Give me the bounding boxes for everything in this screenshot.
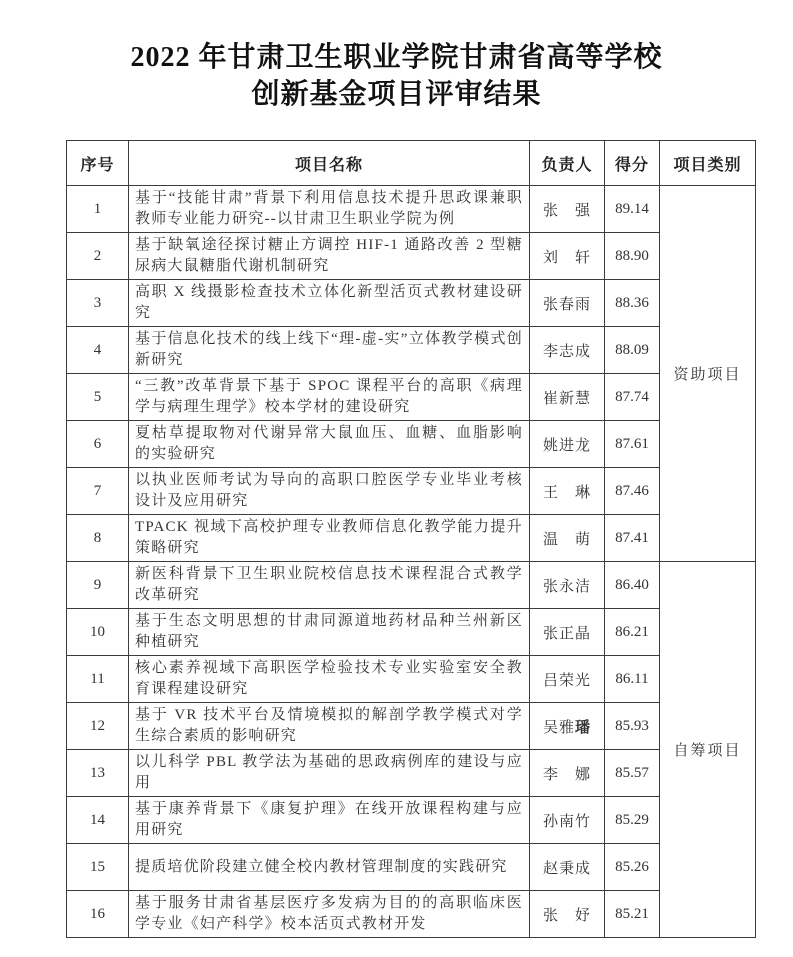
row-index: 9 (67, 562, 129, 609)
leader-name: 张 妤 (542, 907, 591, 924)
col-header-index: 序号 (67, 141, 129, 186)
project-name: 核心素养视域下高职医学检验技术专业实验室安全教育课程建设研究 (129, 656, 530, 703)
row-index: 7 (67, 468, 129, 515)
project-score: 89.14 (605, 186, 660, 233)
project-name: 基于信息化技术的线上线下“理-虚-实”立体教学模式创新研究 (129, 327, 530, 374)
project-score: 87.74 (605, 374, 660, 421)
project-score: 86.21 (605, 609, 660, 656)
project-leader (530, 186, 605, 233)
row-index: 14 (67, 797, 129, 844)
project-leader (530, 844, 605, 891)
leader-name: 温 萌 (542, 531, 591, 548)
row-index: 3 (67, 280, 129, 327)
table-row (67, 327, 756, 374)
project-score: 85.26 (605, 844, 660, 891)
table-row (67, 468, 756, 515)
project-name: 基于服务甘肃省基层医疗多发病为目的的高职临床医学专业《妇产科学》校本活页式教材开发 (129, 891, 530, 938)
row-index: 11 (67, 656, 129, 703)
project-score: 85.21 (605, 891, 660, 938)
project-leader (530, 797, 605, 844)
project-category: 资助项目 (660, 186, 756, 562)
table-row (67, 280, 756, 327)
project-name: 新医科背景下卫生职业院校信息技术课程混合式教学改革研究 (129, 562, 530, 609)
col-header-score: 得分 (605, 141, 660, 186)
project-name: 夏枯草提取物对代谢异常大鼠血压、血糖、血脂影响的实验研究 (129, 421, 530, 468)
col-header-project: 项目名称 (129, 141, 530, 186)
table-row (67, 515, 756, 562)
project-score: 88.90 (605, 233, 660, 280)
leader-name: 姚进龙 (542, 437, 591, 454)
leader-name: 孙南竹 (542, 813, 591, 830)
table-row (67, 374, 756, 421)
leader-name: 赵秉成 (542, 860, 591, 877)
project-leader (530, 515, 605, 562)
project-name: 基于 VR 技术平台及情境模拟的解剖学教学模式对学生综合素质的影响研究 (129, 703, 530, 750)
table-row (67, 844, 756, 891)
leader-name: 李 娜 (542, 766, 591, 783)
table-row (67, 703, 756, 750)
project-score: 87.61 (605, 421, 660, 468)
project-leader (530, 327, 605, 374)
table-row (67, 656, 756, 703)
project-leader (530, 280, 605, 327)
leader-name: 崔新慧 (542, 390, 591, 407)
project-leader (530, 233, 605, 280)
project-score: 88.09 (605, 327, 660, 374)
results-table (66, 140, 756, 938)
leader-name: 吴雅 (542, 719, 575, 736)
page-title-line2: 创新基金项目评审结果 (251, 78, 542, 110)
project-leader (530, 562, 605, 609)
project-score: 87.41 (605, 515, 660, 562)
project-leader (530, 656, 605, 703)
project-leader (530, 703, 605, 750)
project-score: 85.29 (605, 797, 660, 844)
leader-name: 李志成 (542, 343, 591, 360)
row-index: 6 (67, 421, 129, 468)
leader-name: 张 强 (542, 202, 591, 219)
header-row (67, 141, 756, 186)
project-score: 87.46 (605, 468, 660, 515)
row-index: 5 (67, 374, 129, 421)
row-index: 1 (67, 186, 129, 233)
project-score: 86.11 (605, 656, 660, 703)
project-leader (530, 468, 605, 515)
leader-name: 吕荣光 (542, 672, 591, 689)
project-category: 自筹项目 (660, 562, 756, 938)
project-leader (530, 609, 605, 656)
leader-name: 王 琳 (542, 484, 591, 501)
project-leader (530, 421, 605, 468)
table-row (67, 562, 756, 609)
row-index: 2 (67, 233, 129, 280)
table-row (67, 797, 756, 844)
page-title-line1: 2022 年甘肃卫生职业学院甘肃省高等学校 (130, 42, 663, 73)
row-index: 13 (67, 750, 129, 797)
project-name: 基于缺氧途径探讨糖止方调控 HIF-1 通路改善 2 型糖尿病大鼠糖脂代谢机制研究 (129, 233, 530, 280)
project-name: TPACK 视域下高校护理专业教师信息化教学能力提升策略研究 (129, 515, 530, 562)
row-index: 4 (67, 327, 129, 374)
row-index: 15 (67, 844, 129, 891)
project-name: 基于生态文明思想的甘肃同源道地药材品种兰州新区种植研究 (129, 609, 530, 656)
leader-name: 张春雨 (542, 296, 591, 313)
project-leader (530, 750, 605, 797)
leader-name: 张正晶 (542, 625, 591, 642)
row-index: 16 (67, 891, 129, 938)
project-name: 提质培优阶段建立健全校内教材管理制度的实践研究 (129, 844, 530, 891)
row-index: 12 (67, 703, 129, 750)
table-row (67, 891, 756, 938)
project-score: 85.57 (605, 750, 660, 797)
project-score: 85.93 (605, 703, 660, 750)
project-name: 以执业医师考试为导向的高职口腔医学专业毕业考核设计及应用研究 (129, 468, 530, 515)
leader-name: 刘 轩 (542, 249, 591, 266)
table-row (67, 186, 756, 233)
col-header-leader: 负责人 (530, 141, 605, 186)
project-name: 以儿科学 PBL 教学法为基础的思政病例库的建设与应用 (129, 750, 530, 797)
row-index: 8 (67, 515, 129, 562)
col-header-category: 项目类别 (660, 141, 756, 186)
leader-name-bold-char: 璠 (575, 717, 592, 736)
table-row (67, 233, 756, 280)
project-leader (530, 374, 605, 421)
project-score: 88.36 (605, 280, 660, 327)
page-title (0, 0, 793, 114)
project-name: “三教”改革背景下基于 SPOC 课程平台的高职《病理学与病理生理学》校本学材的建设研究 (129, 374, 530, 421)
project-leader (530, 891, 605, 938)
project-score: 86.40 (605, 562, 660, 609)
row-index: 10 (67, 609, 129, 656)
project-name: 高职 X 线摄影检查技术立体化新型活页式教材建设研究 (129, 280, 530, 327)
table-row (67, 750, 756, 797)
leader-name: 张永洁 (542, 578, 591, 595)
table-row (67, 421, 756, 468)
project-name: 基于“技能甘肃”背景下利用信息技术提升思政课兼职教师专业能力研究--以甘肃卫生职业学院为例 (129, 186, 530, 233)
project-name: 基于康养背景下《康复护理》在线开放课程构建与应用研究 (129, 797, 530, 844)
table-row (67, 609, 756, 656)
